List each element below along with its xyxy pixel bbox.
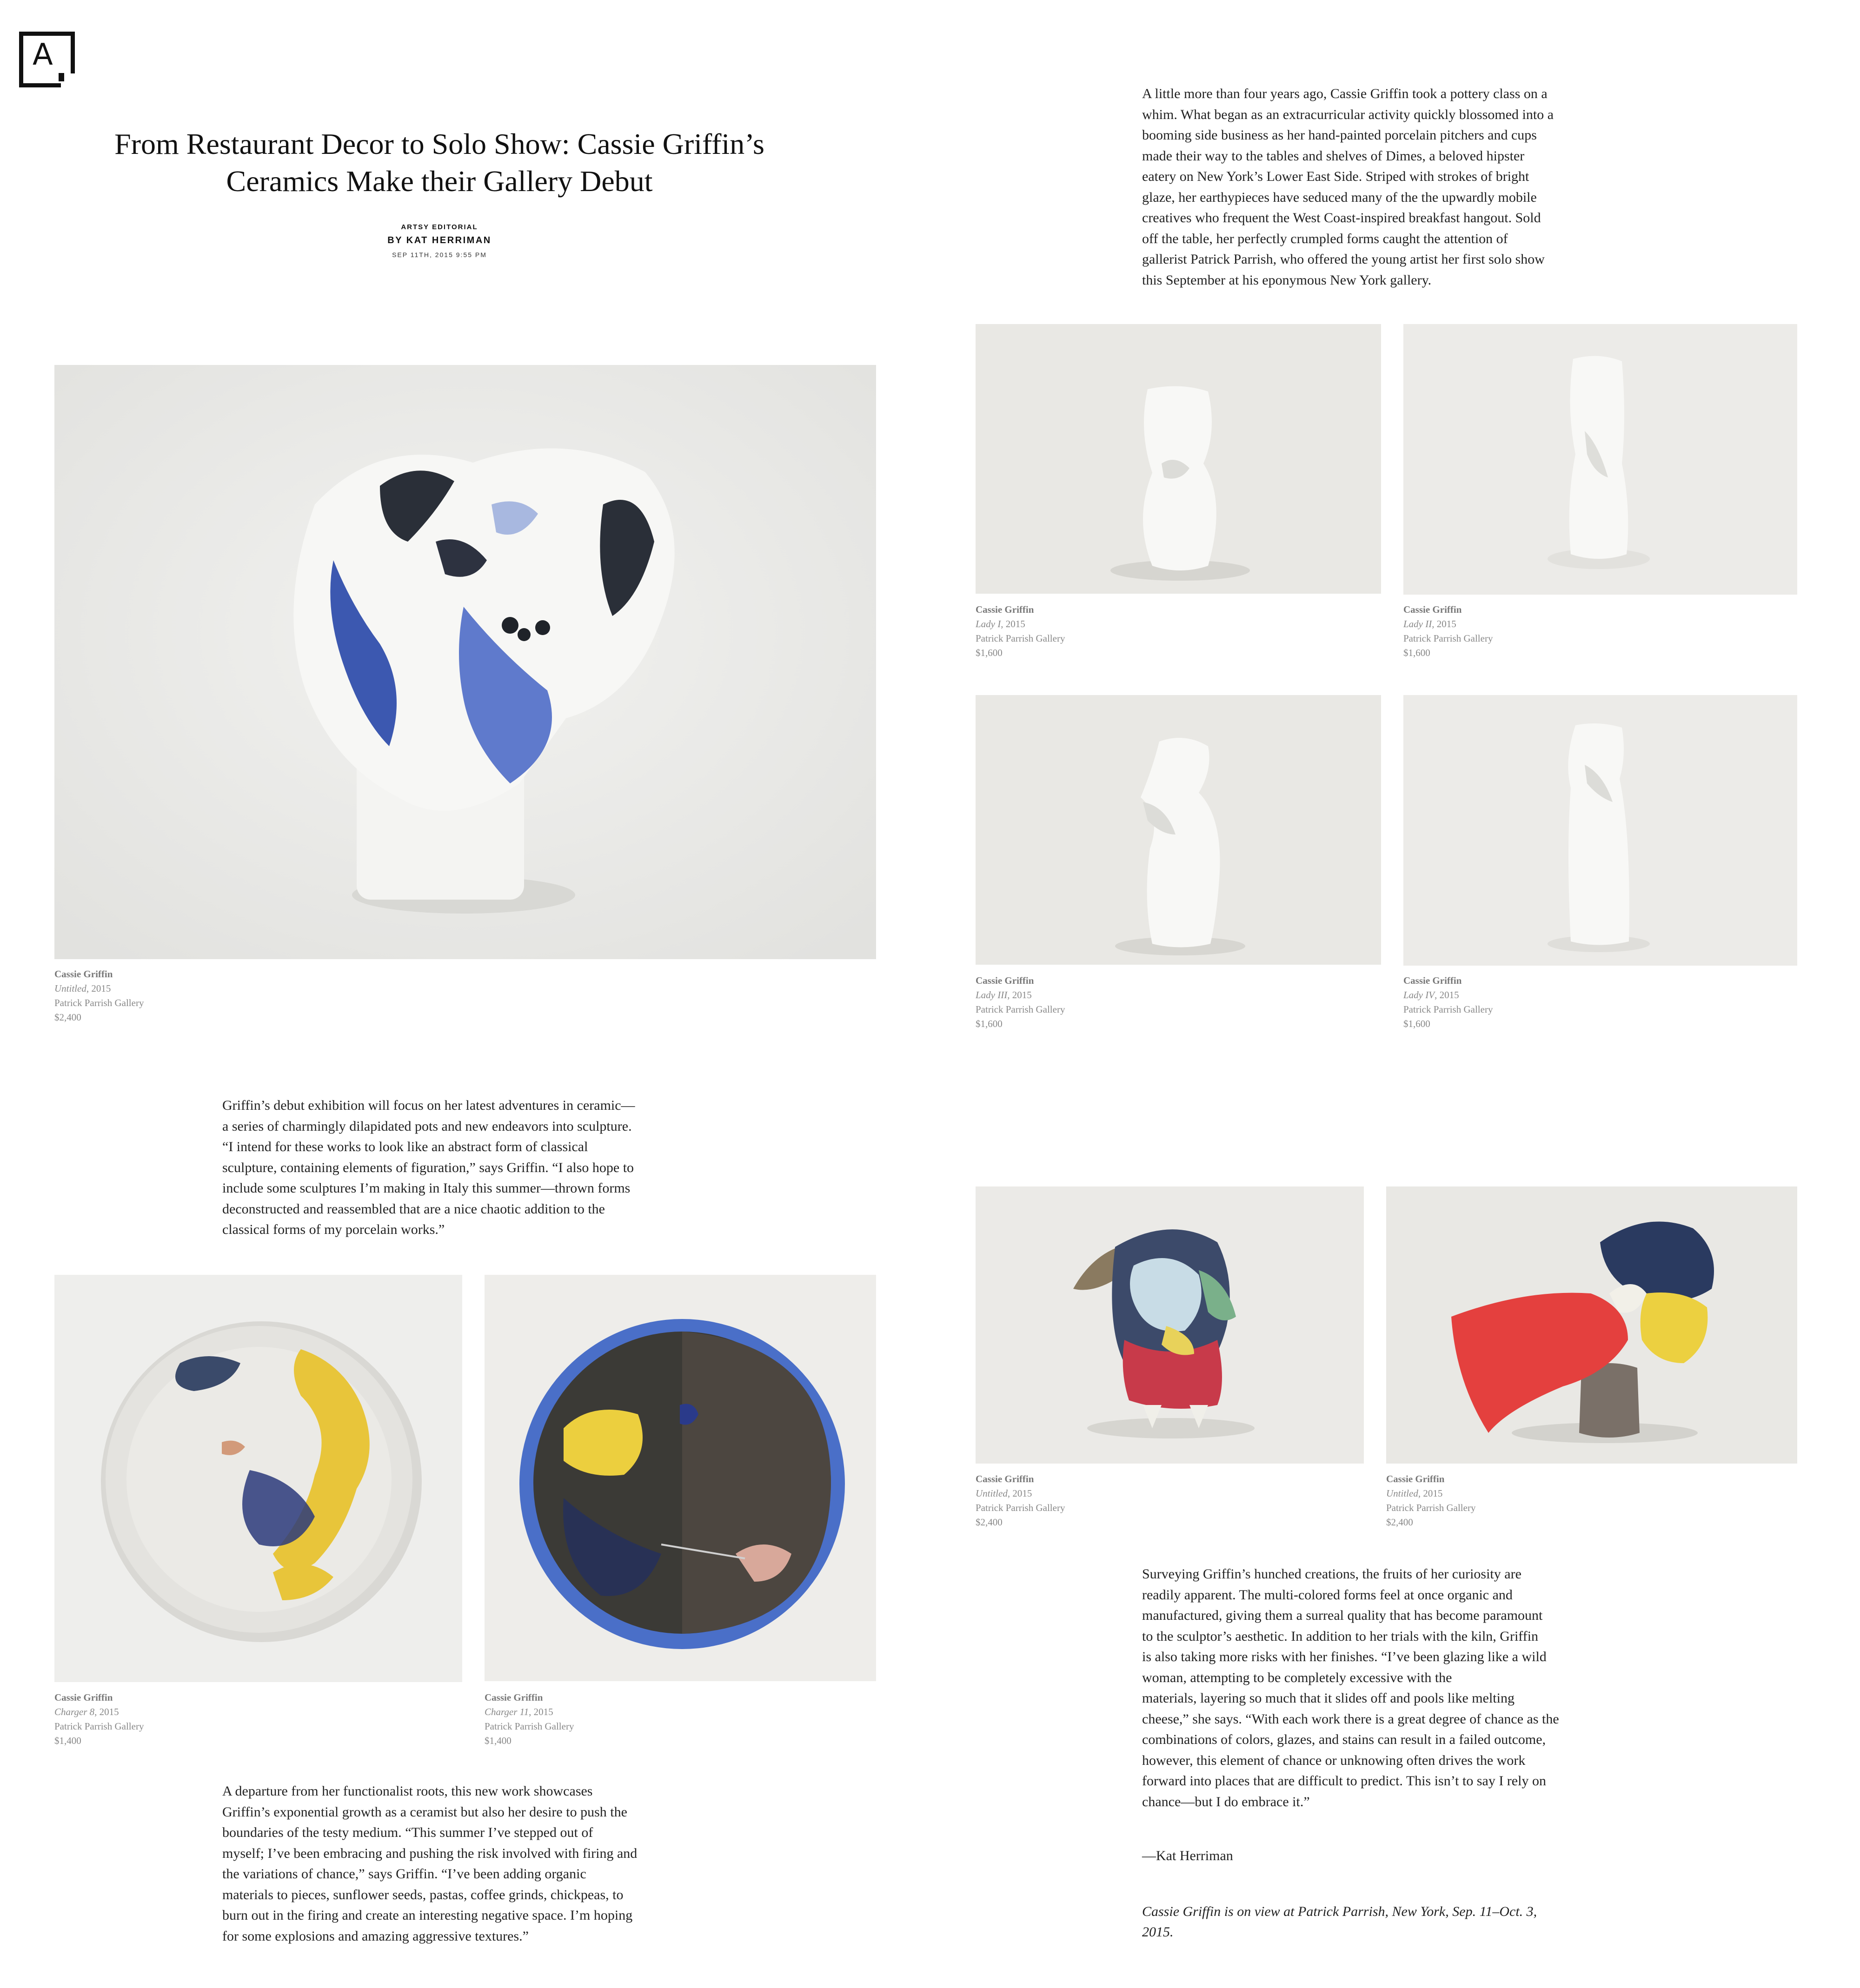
text-line: booming side business as her hand-painted porcelain pitchers and cups <box>1142 127 1537 143</box>
text-line: off the table, her perfectly crumpled forms caught the attention of <box>1142 231 1508 246</box>
text-line: creatives who frequent the West Coast-inspired breakfast hangout. Sold <box>1142 210 1541 225</box>
text-line: A departure from her functionalist roots, this new work showcases <box>222 1783 593 1799</box>
gallery-link[interactable]: Patrick Parrish Gallery <box>54 997 144 1008</box>
text-line: made their way to the tables and shelves of Dimes, a beloved hipster <box>1142 148 1525 164</box>
artwork-image-charger-11[interactable] <box>485 1275 876 1681</box>
text-line: 2015. <box>1142 1924 1174 1940</box>
white-vase-icon <box>1403 695 1797 966</box>
artwork-title[interactable]: Untitled <box>1386 1488 1418 1499</box>
title-line-2: Ceramics Make their Gallery Debut <box>226 165 653 198</box>
text-line: a series of charmingly dilapidated pots and new endeavors into sculpture. <box>222 1118 632 1134</box>
artwork-price: $1,600 <box>976 647 1003 658</box>
artwork-image-untitled-multicolor[interactable] <box>976 1186 1364 1464</box>
dark-glazed-plate-icon <box>485 1275 876 1681</box>
text-line: manufactured, giving them a surreal quality that has become paramount <box>1142 1608 1543 1623</box>
text-line: cheese,” she says. “With each work there is a great degree of chance as the <box>1142 1711 1559 1727</box>
kicker: ARTSY EDITORIAL <box>401 223 478 231</box>
artwork-year: , 2015 <box>1435 989 1459 1001</box>
artwork-image-lady-iii[interactable] <box>976 695 1381 965</box>
gallery-link[interactable]: Patrick Parrish Gallery <box>976 1502 1065 1513</box>
artsy-logo[interactable] <box>19 32 75 87</box>
artwork-image-untitled-red-yellow[interactable] <box>1386 1186 1797 1464</box>
artwork-caption <box>54 967 380 1025</box>
artwork-caption <box>976 974 1255 1031</box>
text-line: Cassie Griffin is on view at Patrick Parrish, New York, Sep. 11–Oct. 3, <box>1142 1904 1537 1919</box>
article-title <box>84 126 795 200</box>
artwork-title[interactable]: Untitled <box>54 983 86 994</box>
text-line: the variations of chance,” says Griffin. “I’ve been adding organic <box>222 1866 586 1882</box>
artist-link[interactable]: Cassie Griffin <box>54 968 113 980</box>
artwork-price: $2,400 <box>54 1012 81 1023</box>
artwork-price: $1,600 <box>976 1018 1003 1029</box>
artwork-year: , 2015 <box>1007 1488 1032 1499</box>
text-line: materials, layering so much that it slides off and pools like melting <box>1142 1690 1515 1706</box>
artwork-price: $1,600 <box>1403 1018 1430 1029</box>
gallery-link[interactable]: Patrick Parrish Gallery <box>1403 633 1493 644</box>
gallery-link[interactable]: Patrick Parrish Gallery <box>1403 1004 1493 1015</box>
author-signoff: —Kat Herriman <box>1142 1848 1233 1863</box>
artwork-caption <box>976 1472 1255 1530</box>
gallery-link[interactable]: Patrick Parrish Gallery <box>976 633 1065 644</box>
artwork-price: $1,400 <box>54 1735 81 1746</box>
artist-link[interactable]: Cassie Griffin <box>976 604 1034 615</box>
text-line: combinations of colors, glazes, and stains can result in a failed outcome, <box>1142 1732 1546 1747</box>
white-vase-icon <box>976 324 1381 594</box>
text-line: A little more than four years ago, Cassie Griffin took a pottery class on a <box>1142 86 1548 101</box>
white-vase-icon <box>976 695 1381 965</box>
artwork-title[interactable]: Untitled <box>976 1488 1008 1499</box>
artwork-image-lady-iv[interactable] <box>1403 695 1797 966</box>
text-line: Surveying Griffin’s hunched creations, the fruits of her curiosity are <box>1142 1566 1521 1582</box>
artist-link[interactable]: Cassie Griffin <box>976 975 1034 986</box>
gallery-link[interactable]: Patrick Parrish Gallery <box>976 1004 1065 1015</box>
text-line: forward into places that are difficult to predict. This isn’t to say I rely on <box>1142 1773 1546 1789</box>
artwork-caption <box>1403 974 1682 1031</box>
logo-letter: A <box>33 38 53 72</box>
artwork-year: , 2015 <box>529 1706 553 1717</box>
artwork-price: $1,600 <box>1403 647 1430 658</box>
text-line: sculpture, containing elements of figuration,” says Griffin. “I also hope to <box>222 1160 634 1175</box>
text-line: to the sculptor’s aesthetic. In addition to her trials with the kiln, Griffin <box>1142 1628 1539 1644</box>
white-blue-sculpture-icon <box>54 365 876 959</box>
text-line: include some sculptures I’m making in Italy this summer—thrown forms <box>222 1180 631 1196</box>
text-line: myself; I’ve been embracing and pushing the risk involved with firing and <box>222 1845 638 1861</box>
artwork-caption <box>54 1690 333 1748</box>
text-line: chance—but I do embrace it.” <box>1142 1794 1310 1809</box>
logo-mark <box>59 73 64 81</box>
multicolor-sculpture-icon <box>976 1186 1364 1464</box>
artist-link[interactable]: Cassie Griffin <box>54 1692 113 1703</box>
text-line: classical forms of my porcelain works.” <box>222 1222 445 1237</box>
byline-link[interactable]: BY KAT HERRIMAN <box>387 235 492 245</box>
artwork-title[interactable]: Lady I <box>976 618 1001 630</box>
text-line: however, this element of chance or unknowing often drives the work <box>1142 1752 1526 1768</box>
debut-paragraph <box>222 1095 692 1240</box>
artist-link[interactable]: Cassie Griffin <box>485 1692 543 1703</box>
artwork-image-untitled-white-blue[interactable] <box>54 365 876 959</box>
artist-link[interactable]: Cassie Griffin <box>976 1473 1034 1484</box>
artwork-title[interactable]: Lady III <box>976 989 1008 1001</box>
text-line: this September at his eponymous New York gallery. <box>1142 272 1432 288</box>
text-line: woman, attempting to be completely excessive with the <box>1142 1670 1452 1685</box>
artwork-year: , 2015 <box>86 983 111 994</box>
artwork-title[interactable]: Lady IV <box>1403 989 1435 1001</box>
gallery-link[interactable]: Patrick Parrish Gallery <box>54 1721 144 1732</box>
artwork-year: , 2015 <box>1001 618 1025 630</box>
artwork-year: , 2015 <box>94 1706 119 1717</box>
surveying-paragraph <box>1142 1564 1612 1812</box>
artwork-caption <box>1386 1472 1665 1530</box>
artwork-price: $1,400 <box>485 1735 512 1746</box>
artwork-year: , 2015 <box>1007 989 1032 1001</box>
text-line: for some explosions and amazing aggressive textures.” <box>222 1928 529 1944</box>
text-line: eatery on New York’s Lower East Side. Striped with strokes of bright <box>1142 169 1529 184</box>
artist-link[interactable]: Cassie Griffin <box>1403 604 1462 615</box>
text-line: boundaries of the testy medium. “This summer I’ve stepped out of <box>222 1825 593 1840</box>
text-line: deconstructed and reassembled that are a nice chaotic addition to the <box>222 1201 605 1217</box>
exhibition-note <box>1142 1902 1612 1942</box>
artwork-caption <box>485 1690 764 1748</box>
artwork-image-lady-i[interactable] <box>976 324 1381 594</box>
artwork-year: , 2015 <box>1432 618 1456 630</box>
artwork-price: $2,400 <box>976 1517 1003 1528</box>
text-line: materials to pieces, sunflower seeds, pastas, coffee grinds, chickpeas, to <box>222 1887 624 1902</box>
departure-paragraph <box>222 1781 692 1947</box>
artwork-caption <box>976 603 1255 660</box>
white-vase-icon <box>1403 324 1797 595</box>
artwork-title[interactable]: Charger 11 <box>485 1706 529 1717</box>
text-line: Griffin’s exponential growth as a ceramist but also her desire to push the <box>222 1804 627 1820</box>
artwork-year: , 2015 <box>1418 1488 1443 1499</box>
text-line: Griffin’s debut exhibition will focus on her latest adventures in ceramic— <box>222 1098 635 1113</box>
text-line: is also taking more risks with her finishes. “I’ve been glazing like a wild <box>1142 1649 1547 1664</box>
title-line-1: From Restaurant Decor to Solo Show: Cassie Griffin’s <box>114 127 764 160</box>
text-line: “I intend for these works to look like an abstract form of classical <box>222 1139 588 1154</box>
text-line: whim. What began as an extracurricular activity quickly blossomed into a <box>1142 106 1554 122</box>
text-line: glaze, her earthypieces have seduced many of the the upwardly mobile <box>1142 189 1537 205</box>
artwork-title[interactable]: Lady II <box>1403 618 1432 630</box>
artwork-title[interactable]: Charger 8 <box>54 1706 95 1717</box>
gallery-link[interactable]: Patrick Parrish Gallery <box>1386 1502 1476 1513</box>
red-yellow-sculpture-icon <box>1386 1186 1797 1464</box>
glazed-plate-icon <box>54 1275 462 1682</box>
gallery-link[interactable]: Patrick Parrish Gallery <box>485 1721 574 1732</box>
publish-date: SEP 11TH, 2015 9:55 PM <box>392 251 487 258</box>
artist-link[interactable]: Cassie Griffin <box>1386 1473 1445 1484</box>
intro-paragraph <box>1142 84 1612 291</box>
artwork-image-charger-8[interactable] <box>54 1275 462 1682</box>
artwork-price: $2,400 <box>1386 1517 1413 1528</box>
text-line: burn out in the firing and create an interesting negative space. I’m hoping <box>222 1908 633 1923</box>
artwork-caption <box>1403 603 1682 660</box>
artwork-image-lady-ii[interactable] <box>1403 324 1797 595</box>
artist-link[interactable]: Cassie Griffin <box>1403 975 1462 986</box>
text-line: gallerist Patrick Parrish, who offered the young artist her first solo show <box>1142 252 1545 267</box>
text-line: readily apparent. The multi-colored forms feel at once organic and <box>1142 1587 1513 1603</box>
